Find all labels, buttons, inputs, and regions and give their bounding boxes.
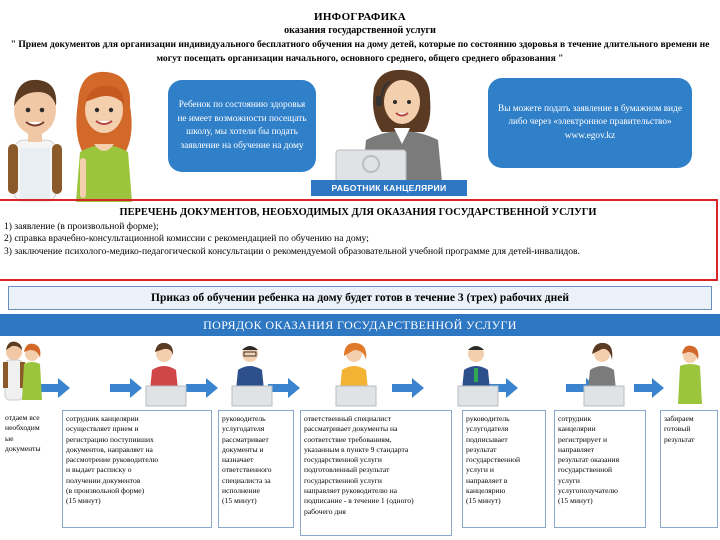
page-subtitle: оказания государственной услуги <box>284 25 436 36</box>
arrow-right-icon <box>268 378 300 398</box>
office-worker-icon <box>232 346 272 406</box>
step-5 <box>462 410 546 528</box>
arrow-right-icon <box>110 378 142 398</box>
step-3-text: руководитель услугодателя рассматривает документы и назначает ответственного специалиста за исполнение (15 минут) <box>222 414 272 506</box>
office-worker-icon <box>584 343 624 406</box>
step-7-text: забираем готовый результат <box>664 414 695 444</box>
worker-label: РАБОТНИК КАНЦЕЛЯРИИ <box>311 180 467 196</box>
documents-title: ПЕРЕЧЕНЬ ДОКУМЕНТОВ, НЕОБХОДИМЫХ ДЛЯ ОКАЗАНИЯ ГОСУДАРСТВЕННОЙ УСЛУГИ <box>119 207 597 218</box>
woman-icon <box>678 346 702 404</box>
man-icon <box>3 342 25 400</box>
man-icon <box>8 80 62 202</box>
service-name: " Прием документов для организации индивидуального бесплатного обучения на дому детей, которые по состоянию здоровья в течение длительного времени не могут посещать организации начального, основного среднего, общего среднего образования " <box>10 39 710 64</box>
step-2 <box>62 410 212 528</box>
order-notice: Приказ об обучении ребенка на дому будет готов в течение 3 (трех) рабочих дней <box>8 286 712 310</box>
step-4-text: ответственный специалист рассматривает документы на соответствие требованиям, указанным в пункте 9 стандарта государственной услуги подготовленный результат государственной услуги направляет руководителю на подписание - в течение 1 (одного) рабочего дня <box>304 414 414 516</box>
document-item: 3) заключение психолого-медико-педагогической консультации о рекомендуемой образовательной учебной программе для детей-инвалидов. <box>4 245 580 257</box>
arrow-right-icon <box>634 378 664 398</box>
procedure-title: ПОРЯДОК ОКАЗАНИЯ ГОСУДАРСТВЕННОЙ УСЛУГИ <box>0 314 720 336</box>
office-worker-icon <box>146 343 186 406</box>
office-worker-icon <box>336 70 442 182</box>
step-6 <box>554 410 646 528</box>
page-title: ИНФОГРАФИКА <box>313 11 407 23</box>
process-figures <box>0 336 720 410</box>
step-2-text: сотрудник канцелярии осуществляет прием и регистрацию поступивших документов, направляет на рассмотрение руководителю и выдает расписку о получении документов (в произвольной форме) (15 минут) <box>66 414 159 506</box>
parents-illustration <box>0 62 165 202</box>
step-4 <box>300 410 452 536</box>
step-7 <box>660 410 718 528</box>
woman-icon <box>22 344 42 400</box>
office-worker-illustration <box>330 66 470 182</box>
document-item: 1) заявление (в произвольной форме); <box>4 220 159 232</box>
step-6-text: сотрудник канцелярии регистрирует и направляет результат оказания государственной услуги услугополучателю (15 минут) <box>558 414 620 506</box>
arrow-right-icon <box>186 378 218 398</box>
office-worker-icon <box>458 346 498 406</box>
documents-panel <box>0 199 718 281</box>
document-item: 2) справка врачебно-консультационной комиссии с рекомендацией по обучению на дому; <box>4 233 369 244</box>
step-3 <box>218 410 294 528</box>
woman-icon <box>76 72 132 202</box>
step-5-text: руководитель услугодателя подписывает результат государственной услуги и направляет в канцелярию (15 минут) <box>466 414 521 506</box>
office-worker-icon <box>336 343 376 406</box>
step-1-text: отдаем все необходим ые документы <box>5 413 41 453</box>
parent-speech-bubble: Ребенок по состоянию здоровья не имеет возможности посещать школу, мы хотели бы подать заявление на обучение на дому <box>168 80 316 172</box>
worker-speech-bubble: Вы можете подать заявление в бумажном виде либо через «электронное правительство» www.egov.kz <box>488 78 692 168</box>
step-1 <box>2 410 58 490</box>
header <box>0 10 720 66</box>
arrow-right-icon <box>392 378 424 398</box>
